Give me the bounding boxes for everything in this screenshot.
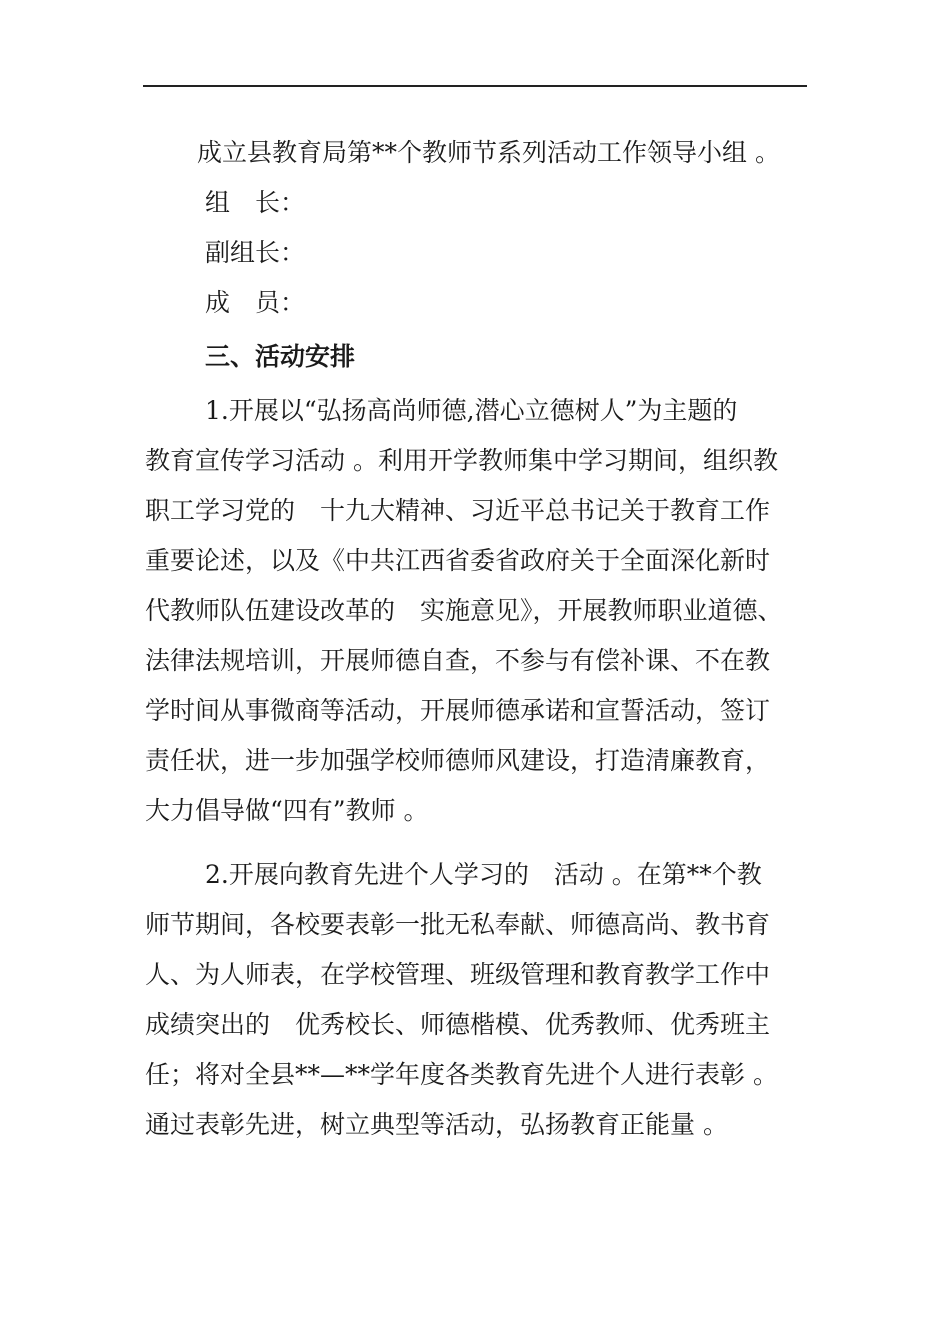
paragraph-line: 1.开展以“弘扬高尚师德,潜心立德树人”为主题的 xyxy=(205,396,738,425)
paragraph-line: 法律法规培训，开展师德自查，不参与有偿补课、不在教 xyxy=(145,646,771,675)
paragraph-line: 学时间从事微商等活动，开展师德承诺和宣誓活动，签订 xyxy=(145,696,771,725)
paragraph-line: 重要论述，以及《中共江西省委省政府关于全面深化新时 xyxy=(145,546,771,575)
paragraph-line: 通过表彰先进，树立典型等活动，弘扬教育正能量 。 xyxy=(145,1110,728,1139)
role-members: 成 员： xyxy=(205,288,306,317)
paragraph-line: 2.开展向教育先进个人学习的 活动 。在第**个教 xyxy=(205,860,762,889)
header-rule xyxy=(143,85,807,87)
paragraph-2 xyxy=(145,850,805,1150)
document-body xyxy=(145,128,805,1150)
paragraph-1 xyxy=(145,386,805,836)
paragraph-line: 责任状，进一步加强学校师德师风建设，打造清廉教育， xyxy=(145,746,771,775)
paragraph-line: 代教师队伍建设改革的 实施意见》，开展教师职业道德、 xyxy=(145,596,783,625)
paragraph-line: 大力倡导做“四有”教师 。 xyxy=(145,796,429,825)
paragraph-line: 教育宣传学习活动 。利用开学教师集中学习期间，组织教 xyxy=(145,446,778,475)
paragraph-line: 人、为人师表，在学校管理、班级管理和教育教学工作中 xyxy=(145,960,771,989)
role-deputy-leader: 副组长： xyxy=(205,238,306,267)
paragraph-line: 职工学习党的 十九大精神、习近平总书记关于教育工作 xyxy=(145,496,771,525)
paragraph-line: 师节期间，各校要表彰一批无私奉献、师德高尚、教书育 xyxy=(145,910,771,939)
paragraph-line: 任；将对全县**—**学年度各类教育先进个人进行表彰 。 xyxy=(145,1060,778,1089)
role-leader: 组 长： xyxy=(205,188,306,217)
paragraph-gap xyxy=(145,836,805,850)
paragraph-line: 成绩突出的 优秀校长、师德楷模、优秀教师、优秀班主 xyxy=(145,1010,771,1039)
intro-line: 成立县教育局第**个教师节系列活动工作领导小组 。 xyxy=(197,138,780,167)
section-title: 三、活动安排 xyxy=(205,342,356,371)
